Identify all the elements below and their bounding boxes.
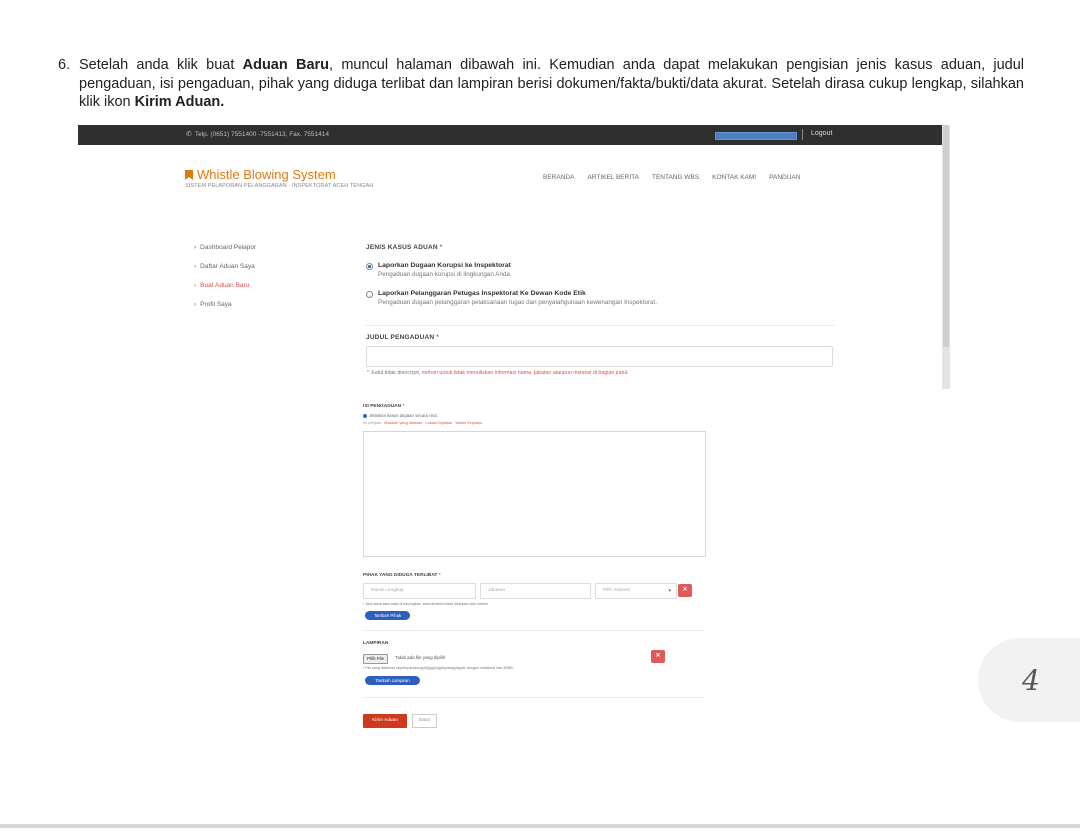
instruction-text: Setelah anda klik buat Aduan Baru, muncul halaman dibawah ini. Kemudian anda dapat melakukan pengisian jenis kasus aduan, judul pengaduan, isi pengaduan, pihak yang diduga terlibat dan lampiran berisi dokumen/fakta/bukti/data akurat. Setelah dirasa cukup lengkap, silahkan klik ikon Kirim Aduan. xyxy=(79,57,1024,110)
file-status: Tidak ada file yang dipilih xyxy=(395,655,446,660)
section-divider xyxy=(363,697,705,698)
sidebar-item-dashboard[interactable]: › Dashboard Pelapor xyxy=(194,244,257,251)
file-note: * File yang diizinkan zip|doc|rar|docx|pdf|jpg|png|xls|xlsx|ppt|pptx dengan maksimal size 50MB. xyxy=(363,666,514,670)
sidebar-item-buat-aduan[interactable]: › Buat Aduan Baru xyxy=(194,282,250,289)
nama-input[interactable]: Nama Lengkap xyxy=(363,583,476,599)
isi-textarea[interactable] xyxy=(363,431,706,557)
divider xyxy=(802,129,803,140)
batal-button[interactable]: Batal xyxy=(412,714,437,728)
bookmark-icon xyxy=(185,170,193,180)
judul-input[interactable] xyxy=(366,346,833,367)
isi-label: ISI PENGADUAN * xyxy=(363,404,405,409)
logout-link[interactable]: Logout xyxy=(811,130,833,137)
phone-icon: ✆ xyxy=(186,131,192,138)
option-korupsi-desc: Pengaduan dugaan korupsi di lingkungan Anda. xyxy=(378,271,512,278)
radio-korupsi[interactable] xyxy=(366,263,373,270)
option-kode-etik-desc: Pengaduan dugaan pelanggaran pelaksanaan tugas dan penyalahgunaan kewenangan Inspektorat. xyxy=(378,299,658,306)
scrollbar-thumb[interactable] xyxy=(943,125,949,347)
scrollbar[interactable] xyxy=(942,125,950,389)
pihak-label: PIHAK YANG DIDUGA TERLIBAT * xyxy=(363,573,441,578)
nav-artikel-berita[interactable]: ARTIKEL BERITA xyxy=(587,174,639,181)
remove-lampiran-button[interactable]: ✕ xyxy=(651,650,665,663)
kirim-aduan-button[interactable]: Kirim Aduan xyxy=(363,714,407,728)
chevron-right-icon: › xyxy=(194,301,197,308)
jenis-kasus-label: JENIS KASUS ADUAN * xyxy=(366,244,443,251)
dropdown-caret-icon: ▾ xyxy=(668,588,671,594)
option-korupsi-title: Laporkan Dugaan Korupsi ke Inspektorat xyxy=(378,262,511,269)
nav-beranda[interactable]: BERANDA xyxy=(543,174,575,181)
isi-example: Isi meliputi : Masalah yang diaduan , Lokasi Kejadian , Waktu Kejadian. xyxy=(363,421,483,425)
chevron-right-icon: › xyxy=(194,244,197,251)
section-divider xyxy=(366,325,834,326)
tambah-pihak-button[interactable]: Tambah Pihak xyxy=(365,611,410,620)
user-name-bar[interactable] xyxy=(715,132,797,140)
nav-kontak-kami[interactable]: KONTAK KAMI xyxy=(712,174,757,181)
info-icon xyxy=(363,414,367,418)
instansi-select[interactable]: Pilih Instansi ▾ xyxy=(595,583,677,599)
chevron-right-icon: › xyxy=(194,282,197,289)
page-bottom-border xyxy=(0,824,1080,828)
brand-subtitle: SISTEM PELAPORAN PELANGGARAN - INSPEKTORAT ACEH TENGAH xyxy=(185,183,374,189)
tambah-lampiran-button[interactable]: Tambah Lampiran xyxy=(365,676,420,685)
step-number: 6. xyxy=(58,57,71,73)
sidebar-item-profil[interactable]: › Profil Saya xyxy=(194,301,232,308)
isi-help: Jelaskan kasus dugaan secara rinci. xyxy=(363,413,438,418)
nav-tentang-wbs[interactable]: TENTANG WBS xyxy=(651,174,700,181)
chevron-right-icon: › xyxy=(194,263,197,270)
top-bar xyxy=(78,125,942,145)
phone-info: ✆ Telp. (0651) 7551400 -7551413, Fax. 7551414 xyxy=(186,131,329,138)
pihak-note: * Jika nama atau atipe di kosongkan, baris tersebut tidak disimpan oleh sistem. xyxy=(363,602,489,606)
choose-file-button[interactable]: Pilih File xyxy=(363,654,388,664)
section-divider xyxy=(363,630,705,631)
sidebar-item-daftar-aduan[interactable]: › Daftar Aduan Saya xyxy=(194,263,255,270)
sidebar xyxy=(194,244,256,320)
remove-pihak-button[interactable]: ✕ xyxy=(678,584,692,597)
judul-label: JUDUL PENGADUAN * xyxy=(366,334,439,341)
lampiran-label: LAMPIRAN xyxy=(363,641,389,646)
main-nav xyxy=(543,174,800,181)
radio-kode-etik[interactable] xyxy=(366,291,373,298)
nav-panduan[interactable]: PANDUAN xyxy=(769,174,801,181)
option-kode-etik-title: Laporkan Pelanggaran Petugas Inspektorat Ke Dewan Kode Etik xyxy=(378,290,586,297)
jabatan-input[interactable]: Jabatan xyxy=(480,583,591,599)
screenshot-top xyxy=(78,125,950,389)
instruction-paragraph xyxy=(58,56,1024,112)
page-number: 4 xyxy=(1022,664,1040,697)
brand-logo[interactable]: Whistle Blowing System xyxy=(185,167,336,182)
judul-note: * Judul tidak diencrypt, mohon untuk tidak menuliskan informasi nama, jabatan ataupun instansi di bagian judul. xyxy=(367,370,629,376)
